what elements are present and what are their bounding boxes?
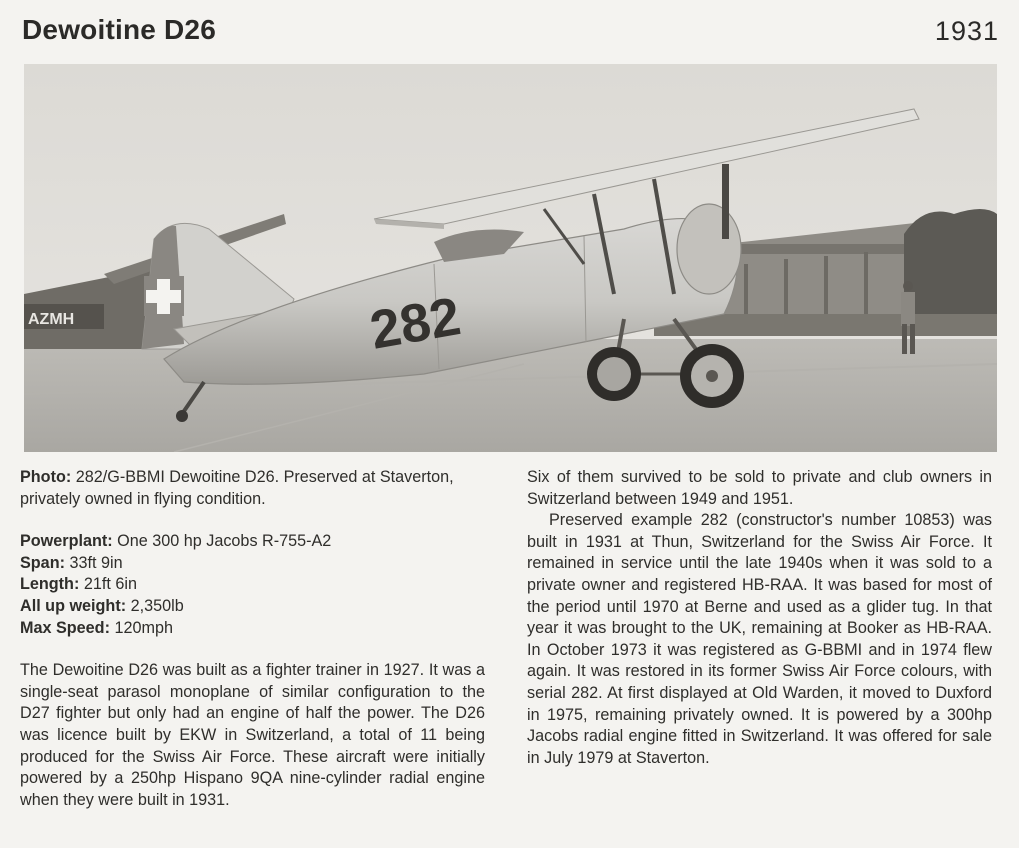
aircraft-photo	[24, 64, 997, 452]
body-paragraph-right-1: Six of them survived to be sold to private and club owners in Switzerland between 1949 and 1951.	[527, 468, 992, 508]
body-paragraph-right-2: Preserved example 282 (constructor's number 10853) was built in 1931 at Thun, Switzerland for the Swiss Air Force. It remained in service until the late 1940s when it was sold to a private owner and registered HB-RAA. It was based for most of the period until 1970 at Berne and used as a glider tug. In that year it was brought to the UK, remaining at Booker as HB-RAA. In October 1973 it was registered as G-BBMI and in 1974 flew again. It was restored in its former Swiss Air Force colours, with serial 282. At first displayed at Old Warden, it moved to Duxford in 1975, remaining privately owned. It is powered by a 300hp Jacobs radial engine fitted in Switzerland. It was offered for sale in July 1979 at Staverton.	[527, 511, 992, 767]
spec-label: Max Speed:	[20, 618, 110, 637]
spec-label: Span:	[20, 553, 65, 572]
spec-weight	[20, 596, 485, 618]
left-column	[20, 467, 485, 811]
spec-max-speed	[20, 618, 485, 640]
year-label: 1931	[934, 16, 999, 46]
caption-label: Photo:	[20, 468, 72, 486]
spec-value: 120mph	[114, 618, 173, 637]
spec-length	[20, 574, 485, 596]
spec-value: 2,350lb	[130, 596, 184, 615]
spec-value: 33ft 9in	[69, 553, 123, 572]
body-paragraph-left: The Dewoitine D26 was built as a fighter trainer in 1927. It was a single-seat parasol monoplane of similar configuration to the D27 fighter but only had an engine of half the power. The D26 was licence built by EKW in Switzerland, a total of 11 being produced for the Swiss Air Force. These aircraft were initially powered by a 250hp Hispano 9QA nine-cylinder radial engine when they were built in 1931.	[20, 661, 485, 809]
spec-label: All up weight:	[20, 596, 127, 615]
spec-span	[20, 553, 485, 575]
background-registration: AZMH	[28, 311, 75, 328]
page-title: Dewoitine D26	[22, 14, 216, 45]
spec-powerplant	[20, 531, 485, 553]
fuselage-number: 282	[365, 286, 465, 361]
spec-label: Powerplant:	[20, 532, 113, 551]
spec-value: One 300 hp Jacobs R-755-A2	[117, 532, 332, 551]
caption-text: 282/G-BBMI Dewoitine D26. Preserved at Staverton, privately owned in flying condition.	[20, 468, 454, 508]
right-column	[527, 467, 992, 769]
spec-value: 21ft 6in	[83, 575, 137, 594]
photo-caption	[20, 467, 485, 510]
spec-label: Length:	[20, 575, 80, 594]
